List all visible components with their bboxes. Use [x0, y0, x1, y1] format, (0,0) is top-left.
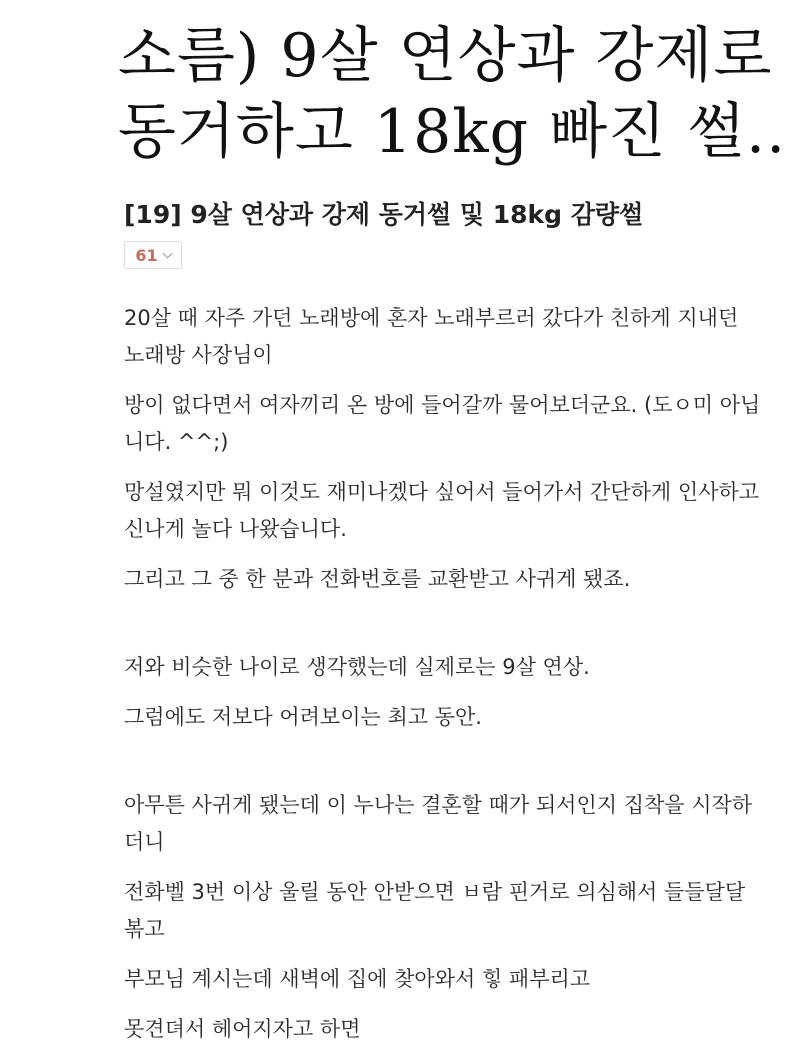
- paragraph: 부모님 계시는데 새벽에 집에 찾아와서 힣 패부리고: [124, 967, 591, 991]
- paragraph: 20살 때 자주 가던 노래방에 혼자 노래부르러 갔다가 친하게 지내던 노래방 사장님이: [124, 306, 739, 367]
- paragraph: 망설였지만 뭐 이것도 재미나겠다 싶어서 들어가서 간단하게 인사하고 신나게 놀다 나왔습니다.: [124, 480, 760, 541]
- paragraph: 그리고 그 중 한 분과 전화번호를 교환받고 사귀게 됐죠.: [124, 567, 631, 591]
- headline-line-1: 소름) 9살 연상과 강제로: [118, 21, 773, 91]
- paragraph-spacer: [124, 749, 764, 787]
- chevron-down-icon: [162, 248, 172, 258]
- comment-count: 61: [135, 245, 158, 265]
- paragraph-spacer: [124, 611, 764, 649]
- comment-count-button[interactable]: [124, 241, 182, 269]
- headline-line-2: 동거하고 18kg 빠진 썰..: [118, 97, 787, 167]
- paragraph: 못견뎌서 헤어지자고 하면: [124, 1017, 361, 1041]
- paragraph: 그럼에도 저보다 어려보이는 최고 동안.: [124, 705, 482, 729]
- paragraph: 저와 비슷한 나이로 생각했는데 실제로는 9살 연상.: [124, 655, 590, 679]
- paragraph: 전화벨 3번 이상 울릴 동안 안받으면 ㅂ람 핀거로 의심해서 들들달달 볶고: [124, 880, 746, 941]
- headline: [118, 18, 787, 170]
- paragraph: 방이 없다면서 여자끼리 온 방에 들어갈까 물어보더군요. (도ㅇ미 아닙니다. ^^;): [124, 393, 761, 454]
- post-title: [19] 9살 연상과 강제 동거썰 및 18kg 감량썰: [124, 200, 644, 229]
- paragraph: 아무튼 사귀게 됐는데 이 누나는 결혼할 때가 되서인지 집착을 시작하더니: [124, 793, 753, 854]
- post-body: [124, 300, 764, 1061]
